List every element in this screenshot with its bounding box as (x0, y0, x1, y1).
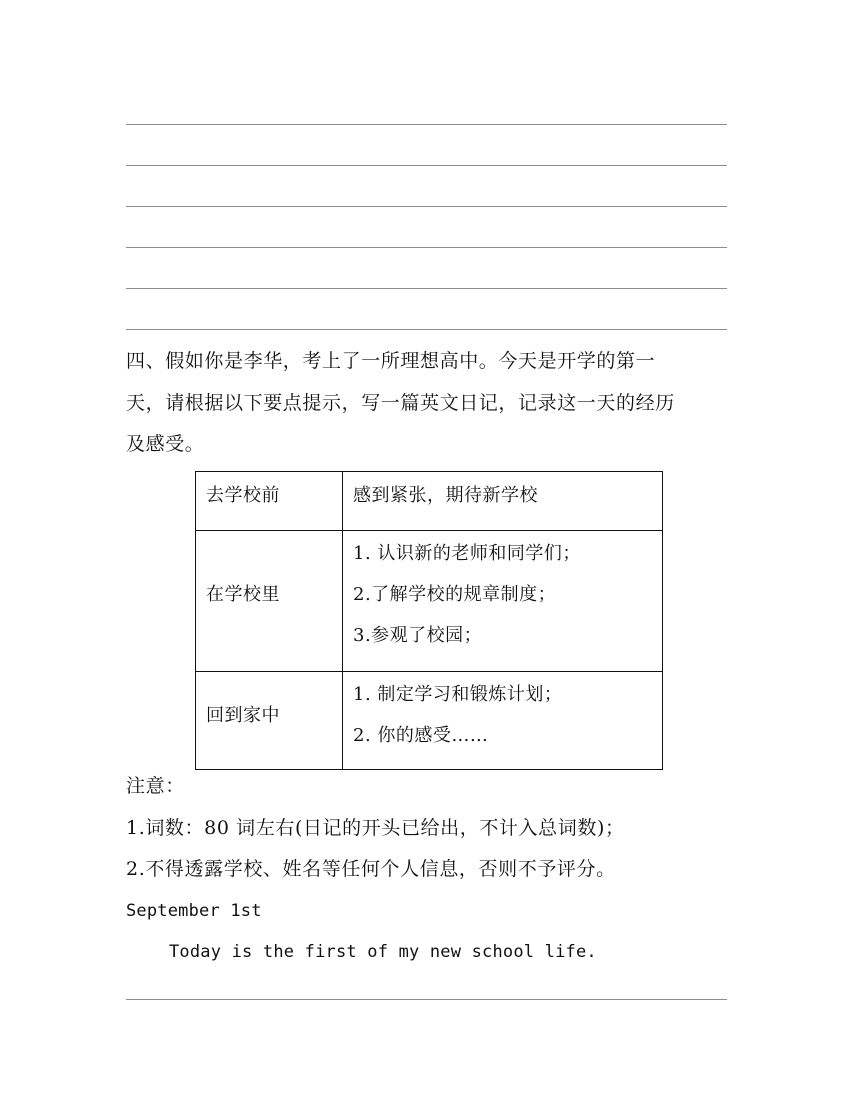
note-item: 1.词数：80 词左右(日记的开头已给出，不计入总词数)； (126, 817, 625, 839)
table-cell-stage: 回到家中 (206, 705, 280, 726)
table-cell-item: 2. 你的感受…… (353, 725, 489, 746)
table-row-divider (196, 671, 662, 672)
task-heading-line-2: 天，请根据以下要点提示，写一篇英文日记，记录这一天的经历 (126, 392, 675, 414)
answer-line (126, 165, 727, 166)
answer-line (126, 288, 727, 289)
table-cell-stage: 在学校里 (206, 584, 280, 605)
table-cell-item: 1. 制定学习和锻炼计划； (353, 684, 563, 705)
table-cell-item: 1. 认识新的老师和同学们； (353, 543, 581, 564)
answer-line (126, 206, 727, 207)
table-row-divider (196, 530, 662, 531)
table-cell-item: 2.了解学校的规章制度； (353, 584, 557, 605)
diary-date: September 1st (126, 901, 262, 921)
table-cell-item: 感到紧张，期待新学校 (353, 485, 538, 506)
task-heading-line-3: 及感受。 (126, 433, 205, 455)
note-item: 2.不得透露学校、姓名等任何个人信息，否则不予评分。 (126, 858, 616, 880)
table-cell-item: 3.参观了校园； (353, 625, 483, 646)
table-cell-stage: 去学校前 (206, 485, 280, 506)
answer-line (126, 247, 727, 248)
diary-opening: Today is the first of my new school life. (169, 942, 597, 962)
task-heading-line-1: 四、假如你是李华，考上了一所理想高中。今天是开学的第一 (126, 350, 656, 372)
notes-title: 注意： (126, 775, 185, 797)
answer-line (126, 124, 727, 125)
table-column-divider (342, 472, 343, 769)
answer-line (126, 329, 727, 330)
answer-line (126, 999, 727, 1000)
prompt-table (195, 471, 663, 770)
